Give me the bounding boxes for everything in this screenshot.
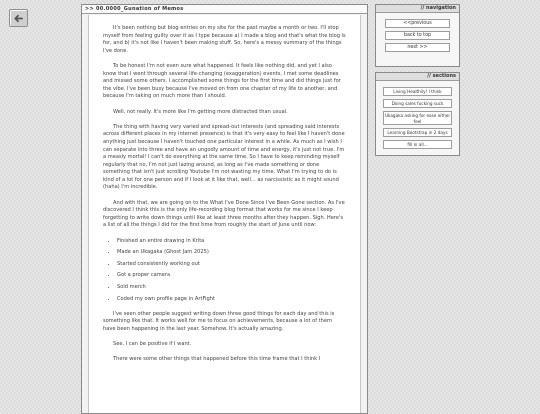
arrow-left-icon (13, 13, 24, 24)
paragraph: And with that, we are going on to the What I've Done Since I've Been Gone section. As I've discovered I think this is the only life-recording blog format that works for me since I keep forgetting to write down things until like at least three months after they happen. Sigh. Here's a list of all the things I did for the first time from roughly the start of June until now: (103, 199, 345, 229)
paragraph: Well, not really. It's more like I'm getting more distracted than usual. (113, 108, 288, 115)
paragraph: It's been nothing but blog entries on my site for the past maybe a month or two. I'll stop myself from feeling guilty over it as I type because a) I made a blog and that's what the blog is for, and b) it's not like I haven't been making stuff. So, here's a messy summary of the things I've done. (103, 25, 346, 54)
paragraph: To be honest I'm not even sure what happened. It feels like nothing did, and yet I also know that I went through several life-changing (exaggeration) events, I met some deadlines and missed some others. I accomplished some things for the first time and did things just for the vibe. I've been busy because I've moved on from one chapter of my life to another, and because I'm taking on much more than I should. (103, 62, 341, 100)
paragraph: The thing with having very varied and spread-out interests (and spreading said interests across different places in my internet presence) is that it's very easy to feel like I haven't done anything just because I haven't touched one particular interest in a while. As much as I wish I can separate into three and have an ungodly amount of time and energy, it's just not true. I'm a measly mortal! I can't do everything at the same time. So I have to keep reminding myself regularly that no, I'm not just lazing around, as long as I've made something or done something that isn't just scrolling Youtube I'm not wasting my time. What I'm trying to do is kind of a lot for one person and if I look at it like that, well... as narcissistic as it might sound (haha) I'm incredible. (103, 123, 345, 191)
back-button[interactable] (9, 9, 28, 27)
first-times-list (103, 238, 346, 304)
list-item: • Got a proper camera (117, 272, 346, 280)
list-item: • Finished an entire drawing in Krita (117, 238, 346, 246)
paragraph: See, I can be positive if I want. (113, 341, 192, 348)
sections-panel (375, 72, 460, 156)
navigation-panel-title: // navigation (376, 5, 459, 13)
navigation-panel (375, 4, 460, 67)
article-scroll-area[interactable] (88, 15, 361, 413)
next-button[interactable]: next >> (385, 43, 450, 52)
article-window (81, 4, 368, 414)
article-title: >> 00.0000_Gunation of Memos (82, 5, 367, 14)
sections-panel-title: // sections (376, 73, 459, 81)
section-link[interactable]: Learning Bootstrap in 2 days (383, 128, 452, 137)
section-link[interactable]: Ukagaka asking for ease either feel (384, 113, 451, 124)
previous-button[interactable]: <<previous (385, 19, 450, 28)
list-item: • Coded my own profile page in ArtFight (117, 296, 346, 304)
article-content (103, 25, 346, 372)
section-link[interactable]: Living Healthily! I think (383, 87, 452, 96)
paragraph: I've seen other people suggest writing down three good things for each day and this is something like that. It works well for me to focus on achievements, because a lot of them have been happening in the last year. Somehow. It's actually amazing. (103, 310, 335, 332)
back-to-top-button[interactable]: back to top (385, 31, 450, 40)
list-item: • Started consistently working out (117, 261, 346, 269)
section-link[interactable]: fill in all... (383, 140, 452, 149)
list-item: • Made an Ukagaka (Ghost Jam 2025) (117, 249, 346, 257)
paragraph: There were some other things that happened before this time frame that I think I (113, 356, 321, 363)
list-item: • Sold merch (117, 284, 346, 292)
section-link[interactable]: Doing sales fucking suck (383, 99, 452, 108)
